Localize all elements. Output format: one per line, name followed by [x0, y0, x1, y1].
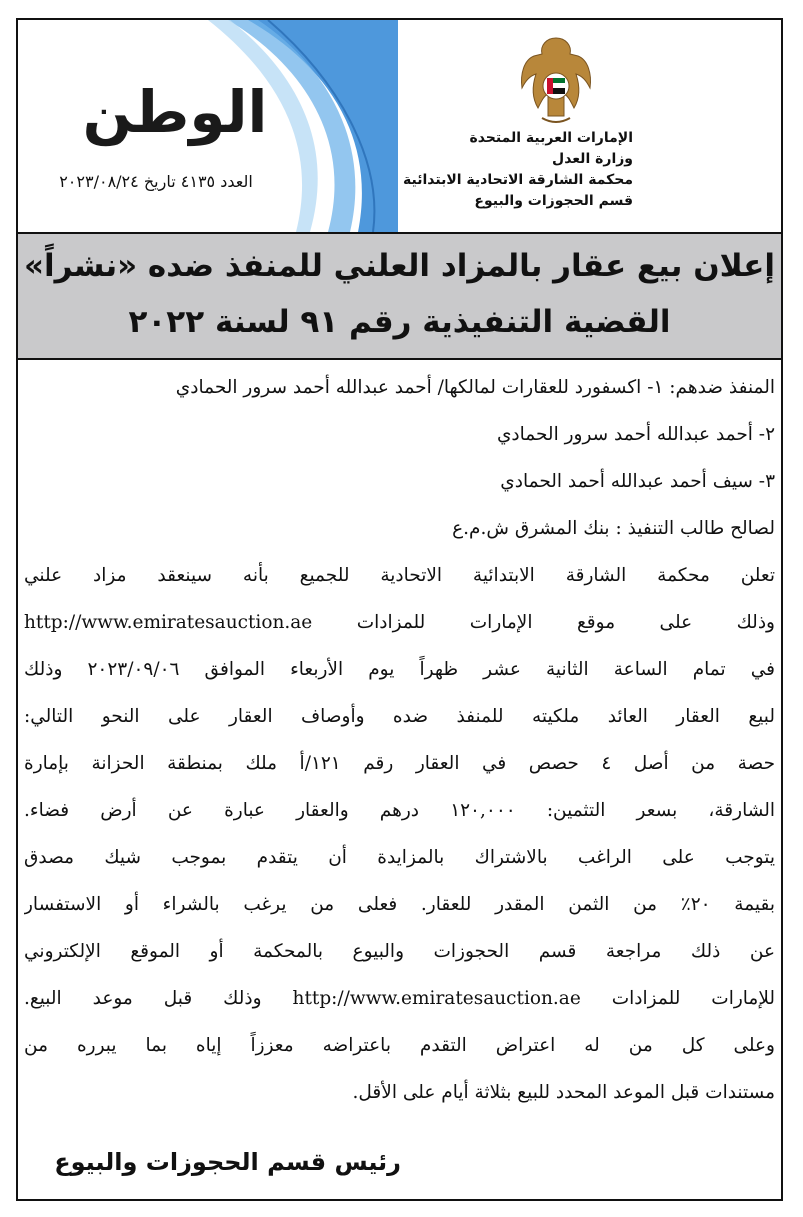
- body-line: مستندات قبل الموعد المحدد للبيع بثلاثة أيام على الأقل.: [352, 1082, 775, 1103]
- uae-emblem-icon: [516, 30, 596, 130]
- body-line: لبيع العقار العائد ملكيته للمنفذ ضده وأوصاف العقار على النحو التالي:: [24, 706, 775, 727]
- body-line: عن ذلك مراجعة قسم الحجوزات والبيوع بالمحكمة أو الموقع الإلكتروني: [24, 941, 775, 962]
- header: [18, 20, 781, 232]
- body-line: لصالح طالب التنفيذ : بنك المشرق ش.م.ع: [452, 518, 775, 539]
- body-line: وذلك على موقع الإمارات للمزادات http://www.emiratesauction.ae: [24, 612, 775, 633]
- body-line: بقيمة ٢٠٪ من الثمن المقدر للعقار. فعلى من يرغب بالشراء أو الاستفسار: [24, 894, 775, 915]
- announcement-title: إعلان بيع عقار بالمزاد العلني للمنفذ ضده «نشراً»: [23, 248, 775, 284]
- newspaper-name: الوطن: [82, 78, 268, 146]
- announcement-body: [24, 364, 775, 1116]
- body-line: للإمارات للمزادات http://www.emiratesauction.ae وذلك قبل موعد البيع.: [24, 988, 775, 1009]
- announcement-frame: [16, 18, 783, 1201]
- case-number-title: القضية التنفيذية رقم ٩١ لسنة ٢٠٢٢: [128, 304, 671, 340]
- body-line: ٢- أحمد عبدالله أحمد سرور الحمادي: [496, 424, 775, 445]
- authority-line-ministry: وزارة العدل: [552, 151, 633, 167]
- title-band: [18, 232, 781, 360]
- body-line: تعلن محكمة الشارقة الابتدائية الاتحادية للجميع بأنه سينعقد مزاد علني: [24, 565, 775, 586]
- body-line: في تمام الساعة الثانية عشر ظهراً يوم الأربعاء الموافق ٢٠٢٣/٠٩/٠٦ وذلك: [24, 659, 775, 680]
- authority-line-country: الإمارات العربية المتحدة: [469, 130, 633, 146]
- body-line: يتوجب على الراغب بالاشتراك بالمزايدة أن يتقدم بموجب شيك مصدق: [24, 847, 775, 868]
- body-line: حصة من أصل ٤ حصص في العقار رقم ١٢١/أ ملك بمنطقة الحزانة بإمارة: [24, 753, 775, 774]
- authority-line-court: محكمة الشارقة الاتحادية الابتدائية: [403, 172, 633, 188]
- signature: رئيس قسم الحجوزات والبيوع: [54, 1148, 401, 1176]
- body-line: ٣- سيف أحمد عبدالله أحمد الحمادي: [500, 471, 775, 492]
- authority-line-department: قسم الحجوزات والبيوع: [474, 193, 633, 209]
- body-line: المنفذ ضدهم: ١- اكسفورد للعقارات لمالكها/ أحمد عبدالله أحمد سرور الحمادي: [175, 377, 775, 398]
- issuing-authority: [333, 128, 633, 212]
- body-line: وعلى كل من له اعتراض التقدم باعتراضه معززاً إياه بما يبرره من: [24, 1035, 775, 1056]
- issue-date-line: العدد ٤١٣٥ تاريخ ٢٠٢٣/٠٨/٢٤: [59, 172, 253, 191]
- body-line: الشارقة، بسعر التثمين: ١٢٠,٠٠٠ درهم والعقار عبارة عن أرض فضاء.: [24, 800, 775, 821]
